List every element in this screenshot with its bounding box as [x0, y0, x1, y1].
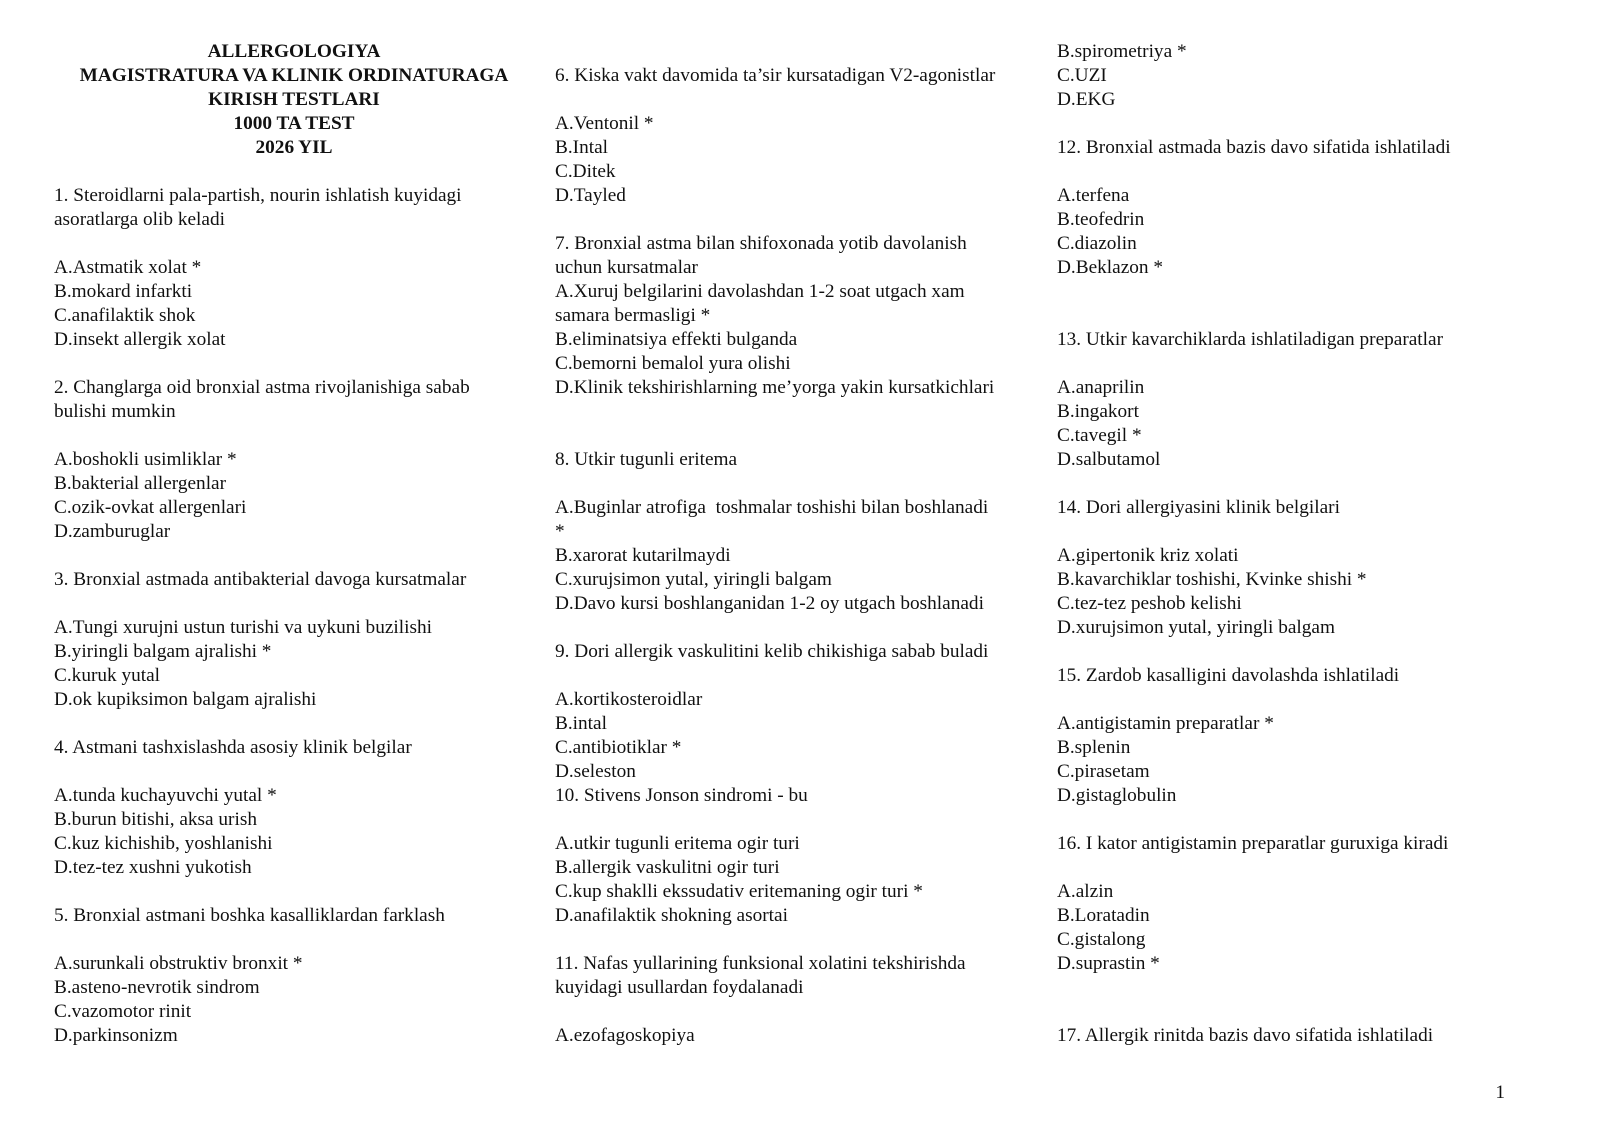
text-line: 2. Changlarga oid bronxial astma rivojlanishiga sabab	[54, 377, 470, 398]
text-line: samara bermasligi *	[555, 305, 711, 326]
text-line: A.Astmatik xolat *	[54, 257, 202, 278]
blank-line	[555, 928, 1045, 952]
text-line: D.anafilaktik shokning asortai	[555, 905, 788, 926]
text-line: D.salbutamol	[1057, 449, 1161, 470]
text-line: *	[555, 521, 565, 542]
text-line: A.terfena	[1057, 185, 1130, 206]
blank-line	[1057, 688, 1567, 712]
text-line: D.insekt allergik xolat	[54, 329, 226, 350]
blank-line	[555, 616, 1045, 640]
text-line: 14. Dori allergiyasini klinik belgilari	[1057, 497, 1340, 518]
blank-line	[1057, 976, 1567, 1000]
blank-line	[555, 40, 1045, 64]
column-1	[54, 40, 544, 1048]
text-line: 7. Bronxial astma bilan shifoxonada yotib davolanish	[555, 233, 967, 254]
text-line: C.xurujsimon yutal, yiringli balgam	[555, 569, 832, 590]
text-line: uchun kursatmalar	[555, 257, 698, 278]
text-line: A.gipertonik kriz xolati	[1057, 545, 1239, 566]
blank-line	[1057, 808, 1567, 832]
text-line: 3. Bronxial astmada antibakterial davoga kursatmalar	[54, 569, 467, 590]
column-1-text	[54, 40, 544, 1048]
text-line: D.Beklazon *	[1057, 257, 1164, 278]
blank-line	[1057, 640, 1567, 664]
column-3	[1057, 40, 1567, 1048]
blank-line	[54, 544, 544, 568]
blank-line	[1057, 520, 1567, 544]
title-line: 2026 YIL	[255, 137, 333, 158]
text-line: 5. Bronxial astmani boshka kasalliklardan farklash	[54, 905, 445, 926]
text-line: A.antigistamin preparatlar *	[1057, 713, 1274, 734]
text-line: 15. Zardob kasalligini davolashda ishlatiladi	[1057, 665, 1400, 686]
text-line: B.burun bitishi, aksa urish	[54, 809, 257, 830]
blank-line	[54, 712, 544, 736]
blank-line	[555, 208, 1045, 232]
text-line: 17. Allergik rinitda bazis davo sifatida ishlatiladi	[1057, 1025, 1434, 1046]
title-line: 1000 TA TEST	[233, 113, 355, 134]
text-line: 10. Stivens Jonson sindromi - bu	[555, 785, 808, 806]
text-line: A.Ventonil *	[555, 113, 654, 134]
blank-line	[555, 1000, 1045, 1024]
text-line: 9. Dori allergik vaskulitini kelib chikishiga sabab buladi	[555, 641, 989, 662]
text-line: 6. Kiska vakt davomida ta’sir kursatadigan V2-agonistlar	[555, 65, 996, 86]
blank-line	[54, 928, 544, 952]
blank-line	[555, 472, 1045, 496]
text-line: B.teofedrin	[1057, 209, 1145, 230]
text-line: C.tavegil *	[1057, 425, 1142, 446]
blank-line	[54, 424, 544, 448]
title-line: KIRISH TESTLARI	[208, 89, 380, 110]
text-line: A.Xuruj belgilarini davolashdan 1-2 soat utgach xam	[555, 281, 965, 302]
text-line: C.diazolin	[1057, 233, 1137, 254]
text-line: asoratlarga olib keladi	[54, 209, 225, 230]
text-line: A.tunda kuchayuvchi yutal *	[54, 785, 277, 806]
text-line: B.Loratadin	[1057, 905, 1150, 926]
column-2-text	[555, 40, 1045, 1048]
text-line: C.ozik-ovkat allergenlari	[54, 497, 247, 518]
text-line: 1. Steroidlarni pala-partish, nourin ishlatish kuyidagi	[54, 185, 462, 206]
text-line: C.bemorni bemalol yura olishi	[555, 353, 791, 374]
text-line: C.vazomotor rinit	[54, 1001, 192, 1022]
text-line: C.tez-tez peshob kelishi	[1057, 593, 1242, 614]
title-line: MAGISTRATURA VA KLINIK ORDINATURAGA	[79, 65, 509, 86]
text-line: 13. Utkir kavarchiklarda ishlatiladigan preparatlar	[1057, 329, 1444, 350]
text-line: B.mokard infarkti	[54, 281, 193, 302]
text-line: B.splenin	[1057, 737, 1131, 758]
text-line: B.bakterial allergenlar	[54, 473, 227, 494]
text-line: A.surunkali obstruktiv bronxit *	[54, 953, 303, 974]
text-line: C.Ditek	[555, 161, 616, 182]
text-line: A.ezofagoskopiya	[555, 1025, 695, 1046]
text-line: 12. Bronxial astmada bazis davo sifatida ishlatiladi	[1057, 137, 1451, 158]
text-line: A.Buginlar atrofiga toshmalar toshishi bilan boshlanadi	[555, 497, 989, 518]
text-line: D.tez-tez xushni yukotish	[54, 857, 252, 878]
column-2	[555, 40, 1045, 1048]
text-line: B.Intal	[555, 137, 609, 158]
column-3-text	[1057, 40, 1567, 1048]
text-line: D.Davo kursi boshlanganidan 1-2 oy utgach boshlanadi	[555, 593, 984, 614]
blank-line	[1057, 280, 1567, 304]
text-line: D.zamburuglar	[54, 521, 171, 542]
text-line: C.UZI	[1057, 65, 1107, 86]
text-line: D.seleston	[555, 761, 636, 782]
text-line: D.gistaglobulin	[1057, 785, 1177, 806]
page-number: 1	[1495, 1082, 1505, 1103]
blank-line	[1057, 352, 1567, 376]
blank-line	[1057, 472, 1567, 496]
text-line: D.xurujsimon yutal, yiringli balgam	[1057, 617, 1335, 638]
text-line: A.anaprilin	[1057, 377, 1145, 398]
blank-line	[54, 232, 544, 256]
text-line: C.kuz kichishib, yoshlanishi	[54, 833, 273, 854]
text-line: kuyidagi usullardan foydalanadi	[555, 977, 804, 998]
text-line: D.suprastin *	[1057, 953, 1160, 974]
text-line: C.antibiotiklar *	[555, 737, 682, 758]
text-line: B.eliminatsiya effekti bulganda	[555, 329, 798, 350]
text-line: B.spirometriya *	[1057, 41, 1187, 62]
blank-line	[555, 424, 1045, 448]
text-line: bulishi mumkin	[54, 401, 176, 422]
blank-line	[1057, 304, 1567, 328]
text-line: B.allergik vaskulitni ogir turi	[555, 857, 780, 878]
text-line: B.ingakort	[1057, 401, 1139, 422]
text-line: D.parkinsonizm	[54, 1025, 178, 1046]
blank-line	[54, 352, 544, 376]
text-line: A.Tungi xurujni ustun turishi va uykuni buzilishi	[54, 617, 432, 638]
blank-line	[54, 760, 544, 784]
text-line: B.kavarchiklar toshishi, Kvinke shishi *	[1057, 569, 1367, 590]
text-line: 16. I kator antigistamin preparatlar guruxiga kiradi	[1057, 833, 1449, 854]
text-line: B.yiringli balgam ajralishi *	[54, 641, 272, 662]
text-line: C.kuruk yutal	[54, 665, 161, 686]
text-line: D.Klinik tekshirishlarning me’yorga yakin kursatkichlari	[555, 377, 995, 398]
text-line: 4. Astmani tashxislashda asosiy klinik belgilar	[54, 737, 412, 758]
text-line: B.xarorat kutarilmaydi	[555, 545, 731, 566]
blank-line	[555, 664, 1045, 688]
blank-line	[1057, 160, 1567, 184]
blank-line	[555, 808, 1045, 832]
text-line: B.intal	[555, 713, 607, 734]
text-line: C.anafilaktik shok	[54, 305, 196, 326]
text-line: 11. Nafas yullarining funksional xolatini tekshirishda	[555, 953, 966, 974]
blank-line	[54, 880, 544, 904]
text-line: A.utkir tugunli eritema ogir turi	[555, 833, 800, 854]
text-line: 8. Utkir tugunli eritema	[555, 449, 738, 470]
text-line: B.asteno-nevrotik sindrom	[54, 977, 260, 998]
text-line: D.ok kupiksimon balgam ajralishi	[54, 689, 317, 710]
blank-line	[54, 592, 544, 616]
text-line: A.kortikosteroidlar	[555, 689, 703, 710]
text-line: C.pirasetam	[1057, 761, 1150, 782]
text-line: C.gistalong	[1057, 929, 1146, 950]
blank-line	[54, 160, 544, 184]
blank-line	[1057, 1000, 1567, 1024]
text-line: A.alzin	[1057, 881, 1114, 902]
document-title	[54, 40, 534, 160]
text-line: A.boshokli usimliklar *	[54, 449, 237, 470]
blank-line	[555, 400, 1045, 424]
text-line: D.EKG	[1057, 89, 1116, 110]
blank-line	[1057, 112, 1567, 136]
blank-line	[555, 88, 1045, 112]
text-line: C.kup shaklli ekssudativ eritemaning ogir turi *	[555, 881, 923, 902]
title-line: ALLERGOLOGIYA	[207, 41, 381, 62]
blank-line	[1057, 856, 1567, 880]
text-line: D.Tayled	[555, 185, 626, 206]
